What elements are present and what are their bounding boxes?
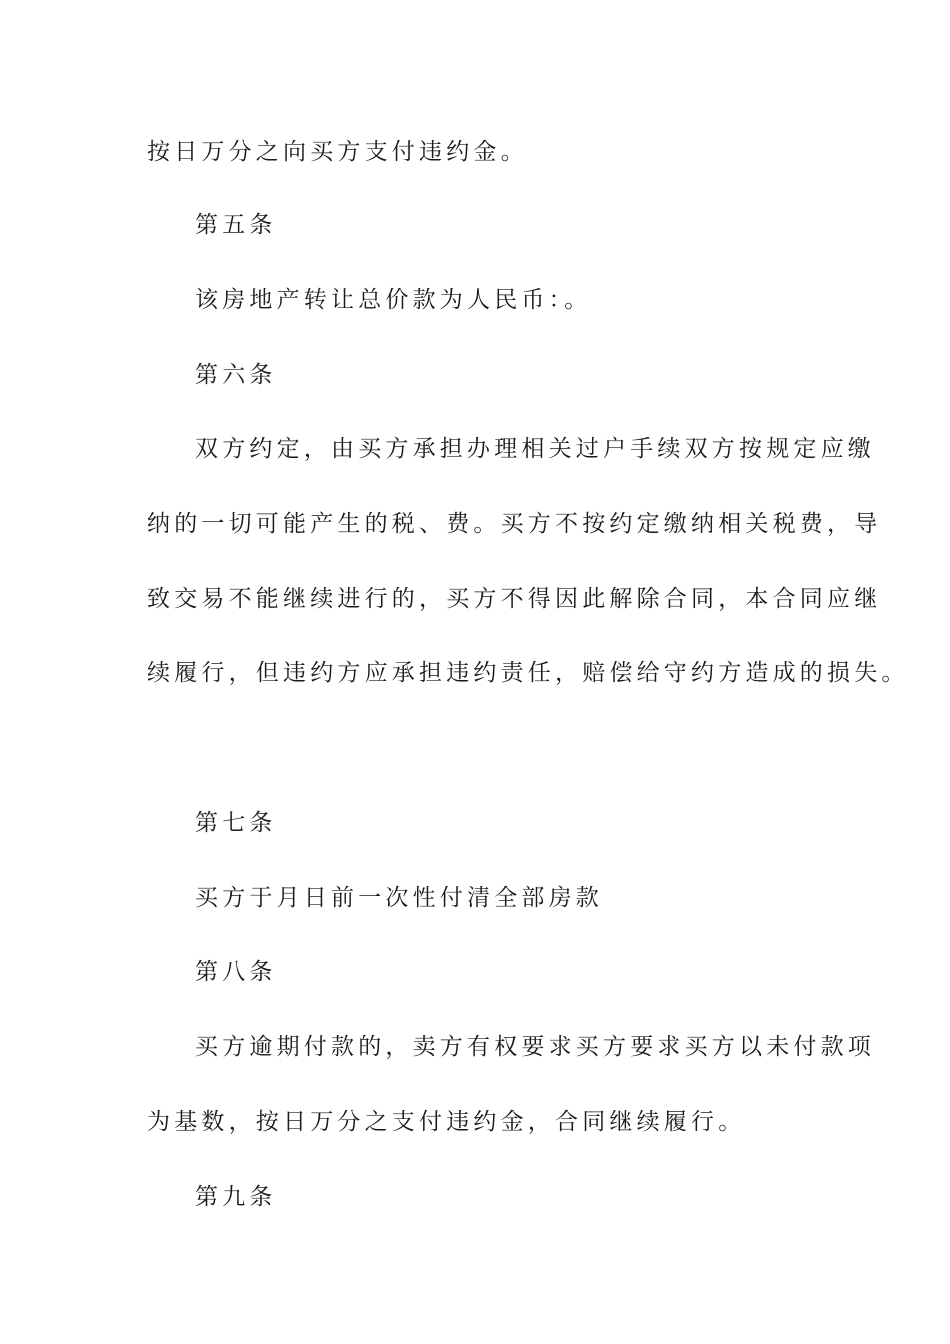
paragraph-line: 按日万分之向买方支付违约金。 — [147, 139, 528, 165]
paragraph-line: 买方于月日前一次性付清全部房款 — [195, 885, 603, 911]
paragraph-line: 该房地产转让总价款为人民币：。 — [195, 287, 592, 313]
paragraph-line: 为基数，按日万分之支付违约金，合同继续履行。 — [147, 1109, 746, 1135]
paragraph-line: 双方约定，由买方承担办理相关过户手续双方按规定应缴 — [195, 436, 875, 462]
paragraph-line: 买方逾期付款的，卖方有权要求买方要求买方以未付款项 — [195, 1034, 875, 1060]
article-heading-6: 第六条 — [195, 362, 277, 388]
article-heading-5: 第五条 — [195, 212, 277, 238]
paragraph-line: 致交易不能继续进行的，买方不得因此解除合同，本合同应继 — [147, 586, 882, 612]
paragraph-line: 续履行，但违约方应承担违约责任，赔偿给守约方造成的损失。 — [147, 660, 909, 686]
article-heading-7: 第七条 — [195, 810, 277, 836]
paragraph-line: 纳的一切可能产生的税、费。买方不按约定缴纳相关税费，导 — [147, 511, 882, 537]
article-heading-9: 第九条 — [195, 1184, 277, 1210]
article-heading-8: 第八条 — [195, 959, 277, 985]
